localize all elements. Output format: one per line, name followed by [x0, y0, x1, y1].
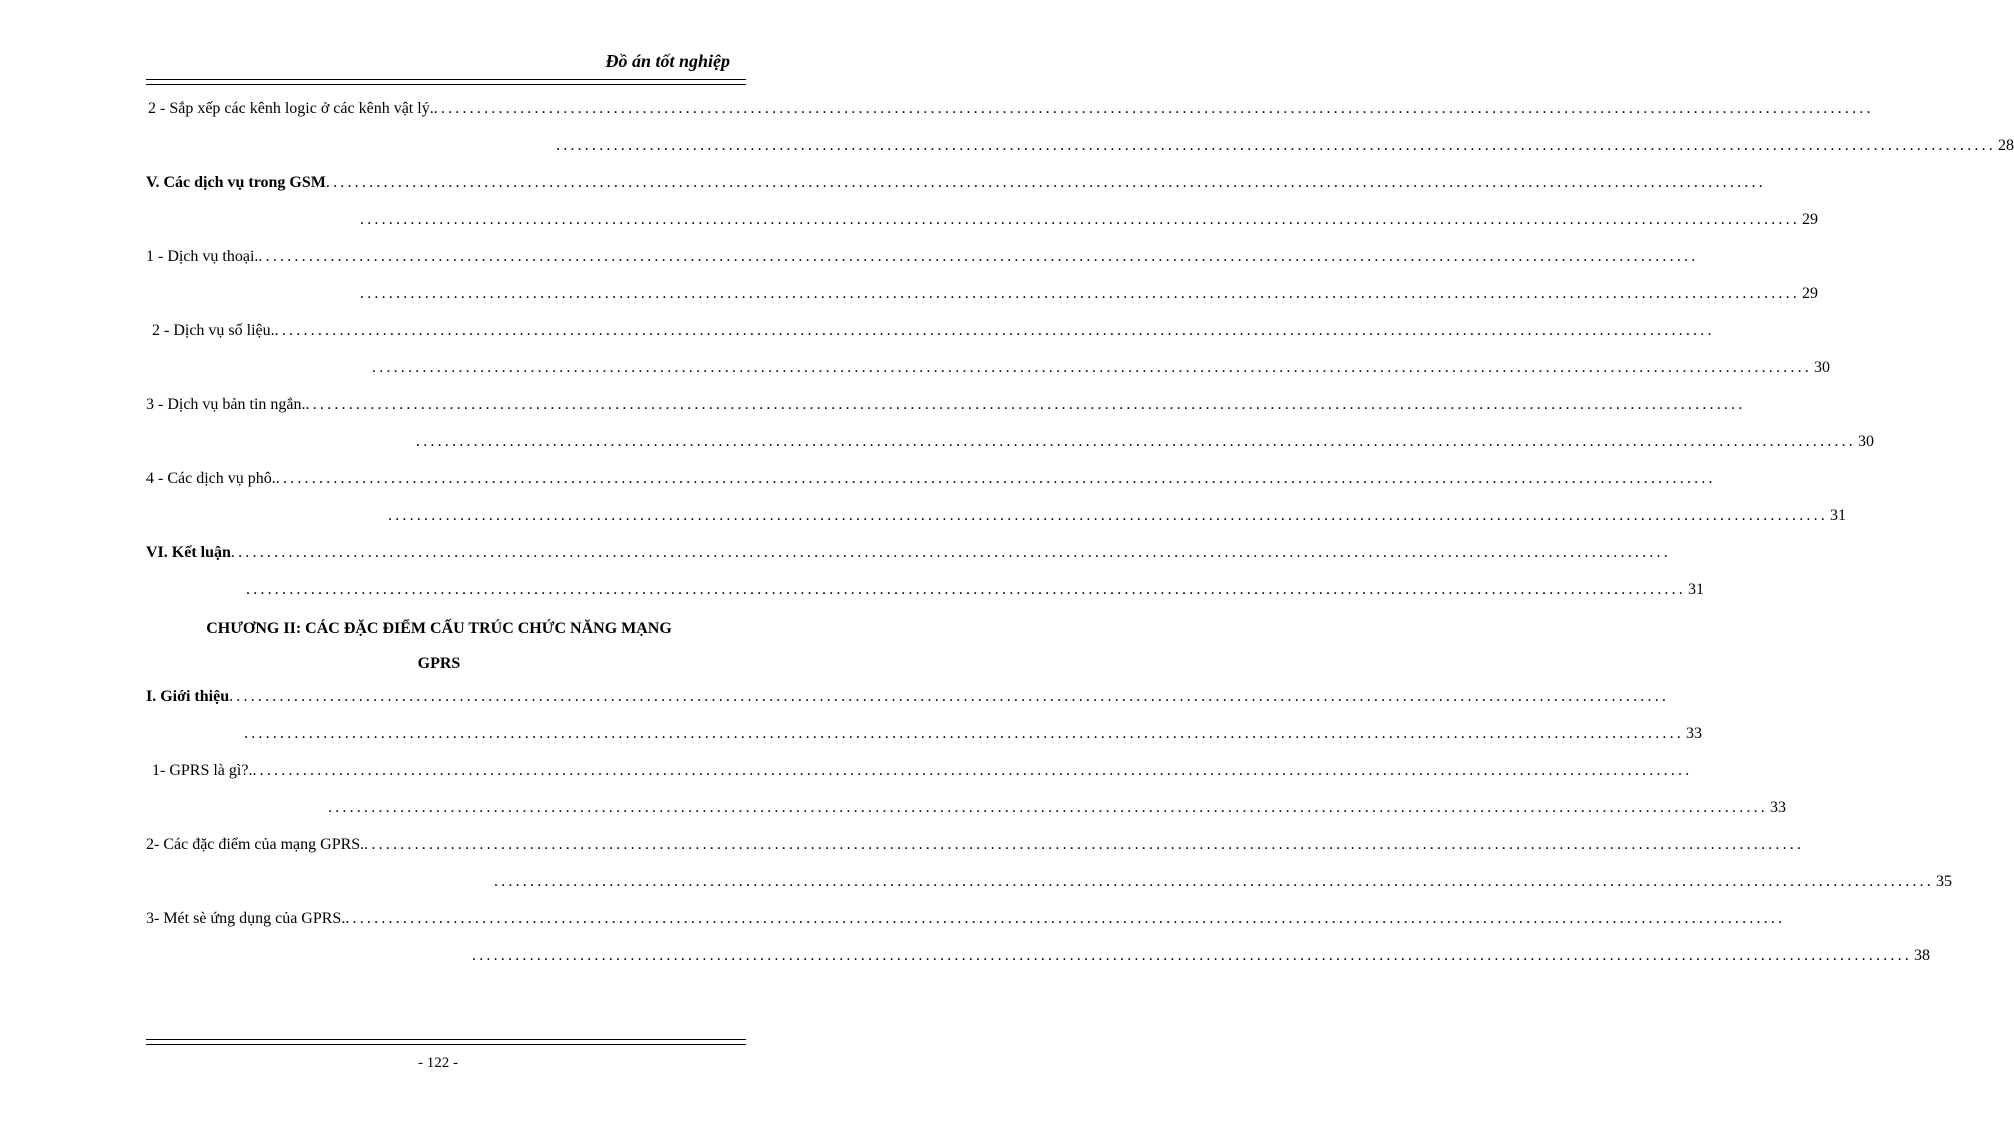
- chapter-heading-line-1: CHƯƠNG II: CÁC ĐẶC ĐIỂM CẤU TRÚC CHỨC NĂNG MẠNG: [206, 620, 672, 637]
- toc-line: [152, 318, 1715, 340]
- header-rule-bottom: [146, 84, 746, 85]
- toc-line: [360, 281, 1818, 303]
- toc-dot-leader: ........................................................................................................................................................................................................: [274, 322, 1715, 339]
- toc-dot-leader: ........................................................................................................................................................................................................: [494, 873, 1934, 890]
- toc-line: [372, 355, 1830, 377]
- toc-line: [360, 207, 1818, 229]
- toc-line: [388, 503, 1846, 525]
- toc-entry-label: I. Giới thiệu: [146, 688, 230, 705]
- toc-dot-leader: ........................................................................................................................................................................................................: [372, 359, 1812, 376]
- toc-page-number: 33: [1686, 725, 1702, 742]
- toc-page-number: 31: [1830, 507, 1846, 524]
- toc-dot-leader: ........................................................................................................................................................................................................: [364, 836, 1805, 853]
- toc-entry-label: V. Các dịch vụ trong GSM: [146, 174, 326, 191]
- toc-line: [146, 906, 1786, 928]
- toc-line: [146, 466, 1716, 488]
- toc-page-number: 31: [1688, 581, 1704, 598]
- toc-page-number: 35: [1936, 873, 1952, 890]
- chapter-heading-line-2: GPRS: [417, 655, 461, 672]
- page-number: - 122 -: [418, 1055, 458, 1071]
- toc-entry-label: 4 - Các dịch vụ phô.: [146, 470, 276, 487]
- footer-rule-top: [146, 1039, 746, 1040]
- toc-dot-leader: ........................................................................................................................................................................................................: [360, 211, 1800, 228]
- toc-line: [146, 540, 1671, 562]
- toc-dot-leader: ........................................................................................................................................................................................................: [246, 581, 1686, 598]
- toc-entry-label: 1 - Dịch vụ thoại.: [146, 248, 259, 265]
- toc-entry-label: 2 - Sắp xếp các kênh logic ở các kênh vật lý.: [148, 100, 434, 117]
- toc-line: [244, 721, 1702, 743]
- toc-dot-leader: ........................................................................................................................................................................................................: [360, 285, 1800, 302]
- toc-entry-label: 2 - Dịch vụ số liệu.: [152, 322, 275, 339]
- toc-line: [472, 943, 1930, 965]
- toc-dot-leader: ........................................................................................................................................................................................................: [244, 725, 1684, 742]
- toc-dot-leader: ........................................................................................................................................................................................................: [345, 910, 1786, 927]
- toc-entry-label: 2- Các đặc điểm của mạng GPRS.: [146, 836, 365, 853]
- toc-page-number: 33: [1770, 799, 1786, 816]
- toc-page-number: 29: [1802, 285, 1818, 302]
- toc-line: [146, 392, 1746, 414]
- toc-dot-leader: ........................................................................................................................................................................................................: [305, 396, 1746, 413]
- toc-page-number: 29: [1802, 211, 1818, 228]
- header-rule-top: [146, 79, 746, 80]
- toc-dot-leader: ........................................................................................................................................................................................................: [325, 174, 1766, 191]
- toc-line: [146, 244, 1699, 266]
- toc-page-number: 30: [1814, 359, 1830, 376]
- toc-line: [328, 795, 1786, 817]
- toc-dot-leader: ........................................................................................................................................................................................................: [472, 947, 1912, 964]
- toc-line: [494, 869, 1952, 891]
- toc-line: [556, 133, 2014, 155]
- toc-line: [146, 684, 1670, 706]
- document-title: Đồ án tốt nghiệp: [605, 51, 730, 71]
- toc-entry-label: 3 - Dịch vụ bản tin ngắn.: [146, 396, 306, 413]
- toc-dot-leader: ........................................................................................................................................................................................................: [252, 762, 1693, 779]
- toc-dot-leader: ........................................................................................................................................................................................................: [416, 433, 1856, 450]
- toc-line: [148, 96, 1874, 118]
- toc-entry-label: 1- GPRS là gì?.: [152, 762, 253, 779]
- toc-page-number: 38: [1914, 947, 1930, 964]
- toc-dot-leader: ........................................................................................................................................................................................................: [258, 248, 1699, 265]
- toc-dot-leader: ........................................................................................................................................................................................................: [556, 137, 1996, 154]
- toc-dot-leader: ........................................................................................................................................................................................................: [328, 799, 1768, 816]
- toc-entry-label: 3- Mét sè ứng dụng của GPRS.: [146, 910, 346, 927]
- toc-dot-leader: ........................................................................................................................................................................................................: [230, 544, 1671, 561]
- toc-line: [246, 577, 1704, 599]
- toc-dot-leader: ........................................................................................................................................................................................................: [388, 507, 1828, 524]
- toc-entry-label: VI. Kết luận: [146, 544, 231, 561]
- toc-dot-leader: ........................................................................................................................................................................................................: [229, 688, 1670, 705]
- toc-line: [152, 758, 1693, 780]
- toc-line: [146, 832, 1805, 854]
- toc-page-number: 30: [1858, 433, 1874, 450]
- toc-line: [416, 429, 1874, 451]
- toc-page-number: 28: [1998, 137, 2014, 154]
- toc-dot-leader: ........................................................................................................................................................................................................: [433, 100, 1874, 117]
- footer-rule-bottom: [146, 1044, 746, 1045]
- toc-line: [146, 170, 1766, 192]
- toc-dot-leader: ........................................................................................................................................................................................................: [275, 470, 1716, 487]
